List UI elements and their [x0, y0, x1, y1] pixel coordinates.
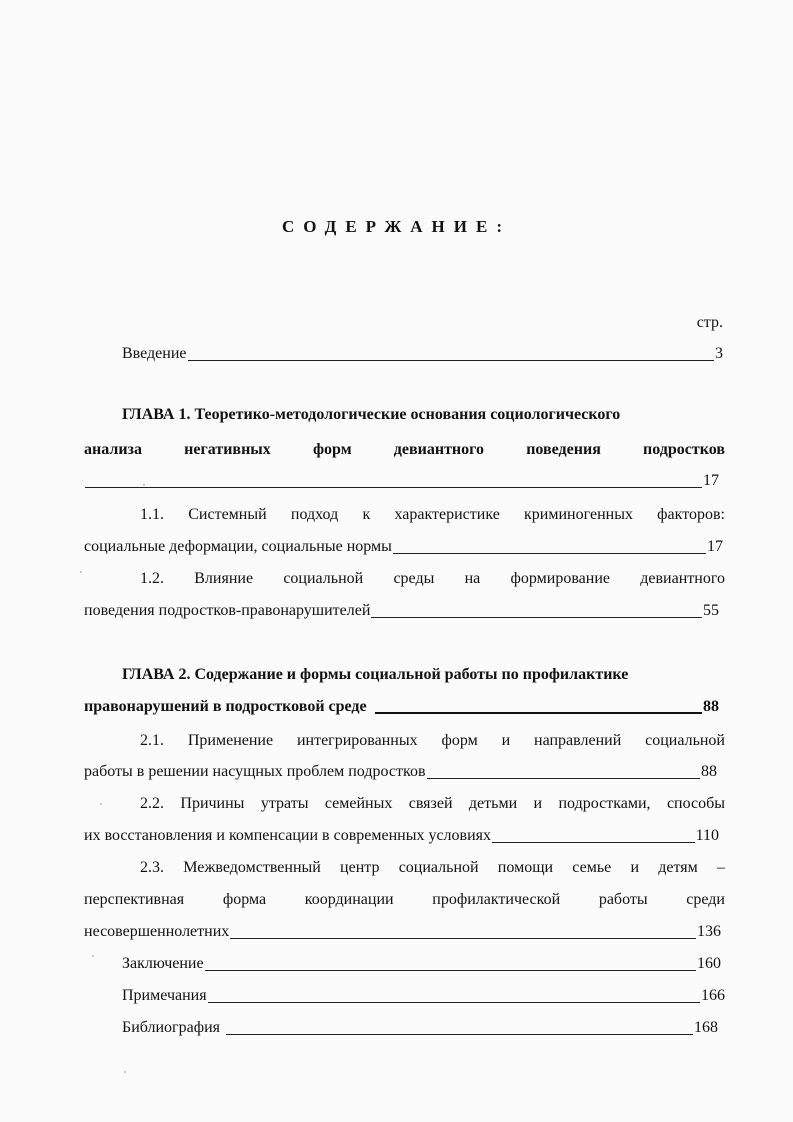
scan-speck: [124, 1071, 126, 1073]
toc-page-number: 110: [695, 827, 719, 844]
section-1-2-line1: 1.2. Влияние социальной среды на формирование девиантного: [140, 570, 725, 587]
toc-entry-label: Введение: [122, 345, 187, 362]
toc-page-number: 55: [703, 602, 719, 619]
toc-entry-section-2-3[interactable]: [84, 922, 721, 942]
toc-page-number: 88: [703, 698, 719, 715]
leader-line: [371, 616, 702, 618]
toc-entry-chapter2[interactable]: [84, 697, 719, 717]
toc-entry-notes[interactable]: [122, 986, 725, 1006]
leader-line: [393, 552, 706, 554]
toc-entry-chapter1[interactable]: [84, 471, 719, 491]
leader-line: [85, 486, 702, 488]
scan-speck: [92, 955, 94, 957]
toc-entry-label: правонарушений в подростковой среде: [84, 698, 367, 715]
leader-line: [230, 937, 696, 939]
toc-page-number: 168: [694, 1019, 718, 1036]
chapter1-heading-line1: ГЛАВА 1. Теоретико-методологические основания социологического: [122, 406, 621, 423]
leader-line: [427, 777, 701, 779]
toc-entry-section-2-1[interactable]: [84, 762, 717, 782]
toc-entry-section-1-2[interactable]: [84, 601, 719, 621]
section-2-3-line1: 2.3. Межведомственный центр социальной помощи семье и детям –: [140, 859, 725, 876]
leader-line: [375, 711, 702, 714]
toc-page-number: 88: [701, 763, 717, 780]
scan-speck: [80, 571, 82, 573]
page-column-label: стр.: [696, 314, 723, 331]
chapter2-heading-line1: ГЛАВА 2. Содержание и формы социальной работы по профилактике: [122, 666, 629, 683]
scan-speck: [143, 484, 145, 486]
toc-entry-bibliography[interactable]: [122, 1018, 718, 1038]
section-2-3-line2: перспективная форма координации профилактической работы среди: [84, 891, 725, 908]
toc-entry-conclusion[interactable]: [122, 954, 721, 974]
section-2-2-line1: 2.2. Причины утраты семейных связей детьми и подростками, способы: [140, 795, 725, 812]
scan-speck: [100, 803, 102, 805]
toc-entry-label: социальные деформации, социальные нормы: [84, 538, 392, 555]
leader-line: [205, 969, 696, 971]
toc-entry-label: Библиография: [122, 1019, 220, 1036]
toc-page-number: 3: [715, 345, 723, 362]
toc-page-number: 17: [703, 472, 719, 489]
toc-entry-label: Заключение: [122, 955, 204, 972]
leader-line: [188, 359, 715, 361]
page-title: СОДЕРЖАНИЕ:: [281, 217, 511, 236]
toc-entry-label: работы в решении насущных проблем подростков: [84, 763, 426, 780]
toc-page-number: 136: [697, 923, 721, 940]
toc-entry-label: поведения подростков-правонарушителей: [84, 602, 371, 619]
toc-page-number: 166: [701, 987, 725, 1004]
toc-entry-label: их восстановления и компенсации в современных условиях: [84, 827, 492, 844]
toc-entry-section-2-2[interactable]: [84, 826, 719, 846]
toc-entry-label: несовершеннолетних: [84, 923, 230, 940]
section-2-1-line1: 2.1. Применение интегрированных форм и направлений социальной: [140, 732, 725, 749]
toc-page-number: 160: [697, 955, 721, 972]
toc-page-number: 17: [707, 538, 723, 555]
section-1-1-line1: 1.1. Системный подход к характеристике криминогенных факторов:: [140, 506, 725, 523]
chapter1-heading-line2: анализа негативных форм девиантного поведения подростков: [84, 441, 725, 458]
leader-line: [208, 1001, 700, 1003]
toc-entry-intro[interactable]: [122, 344, 723, 364]
toc-entry-label: Примечания: [122, 987, 207, 1004]
leader-line: [492, 841, 695, 843]
leader-line: [226, 1033, 693, 1035]
toc-entry-section-1-1[interactable]: [84, 537, 723, 557]
